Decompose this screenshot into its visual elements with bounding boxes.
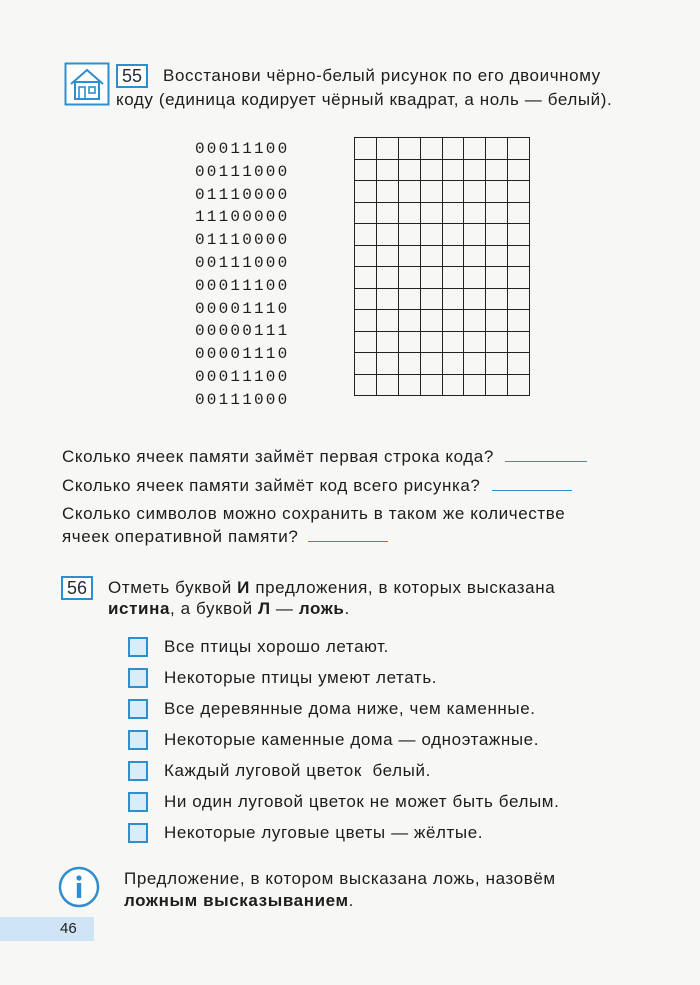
grid-cell[interactable] <box>464 310 486 332</box>
grid-cell[interactable] <box>376 224 398 246</box>
grid-cell[interactable] <box>420 374 442 396</box>
grid-cell[interactable] <box>398 224 420 246</box>
grid-cell[interactable] <box>486 224 508 246</box>
grid-cell[interactable] <box>442 374 464 396</box>
grid-cell[interactable] <box>398 353 420 375</box>
grid-cell[interactable] <box>442 245 464 267</box>
grid-cell[interactable] <box>376 202 398 224</box>
question-2 <box>62 474 572 496</box>
grid-cell[interactable] <box>398 288 420 310</box>
binary-code-row: 00011100 <box>195 140 290 158</box>
grid-cell[interactable] <box>442 267 464 289</box>
grid-cell[interactable] <box>464 202 486 224</box>
grid-cell[interactable] <box>486 288 508 310</box>
statement-text: Каждый луговой цветок белый. <box>164 760 431 780</box>
binary-code-row: 00001110 <box>195 345 290 364</box>
answer-checkbox[interactable] <box>128 792 148 812</box>
grid-cell[interactable] <box>376 374 398 396</box>
grid-cell[interactable] <box>355 138 377 160</box>
grid-cell[interactable] <box>508 181 530 203</box>
grid-cell[interactable] <box>508 353 530 375</box>
grid-cell[interactable] <box>376 267 398 289</box>
grid-cell[interactable] <box>508 159 530 181</box>
grid-cell[interactable] <box>464 288 486 310</box>
grid-cell[interactable] <box>508 202 530 224</box>
task-55-number: 55 <box>116 64 148 88</box>
grid-cell[interactable] <box>508 138 530 160</box>
grid-cell[interactable] <box>355 374 377 396</box>
answer-line-2[interactable] <box>492 474 572 491</box>
grid-cell[interactable] <box>355 181 377 203</box>
grid-cell[interactable] <box>398 331 420 353</box>
grid-cell[interactable] <box>420 331 442 353</box>
grid-cell[interactable] <box>355 267 377 289</box>
info-term: ложным высказыванием <box>124 891 349 910</box>
statement-text: Некоторые луговые цветы — жёлтые. <box>164 822 484 842</box>
grid-cell[interactable] <box>442 331 464 353</box>
statement-text: Все деревянные дома ниже, чем каменные. <box>164 698 536 718</box>
grid-cell[interactable] <box>442 224 464 246</box>
grid-cell[interactable] <box>420 224 442 246</box>
grid-cell[interactable] <box>398 159 420 181</box>
answer-checkbox[interactable] <box>128 637 148 657</box>
statement-row <box>128 786 559 817</box>
grid-cell[interactable] <box>508 288 530 310</box>
instr-lie: ложь <box>298 599 345 618</box>
grid-cell[interactable] <box>464 267 486 289</box>
binary-code-row: 00000111 <box>195 322 290 341</box>
statement-list <box>128 631 559 848</box>
question-1 <box>62 445 587 467</box>
question-2-text: Сколько ячеек памяти займёт код всего рисунка? <box>62 476 481 495</box>
statement-row <box>128 724 559 755</box>
grid-cell[interactable] <box>376 310 398 332</box>
grid-cell[interactable] <box>508 267 530 289</box>
task-56-instruction-line1 <box>108 578 555 598</box>
grid-cell[interactable] <box>486 181 508 203</box>
grid-cell[interactable] <box>442 159 464 181</box>
info-icon <box>58 866 100 908</box>
instr-truth: истина <box>108 599 171 618</box>
grid-cell[interactable] <box>376 353 398 375</box>
grid-cell[interactable] <box>355 159 377 181</box>
grid-cell[interactable] <box>398 374 420 396</box>
grid-cell[interactable] <box>376 331 398 353</box>
grid-cell[interactable] <box>355 202 377 224</box>
grid-cell[interactable] <box>486 353 508 375</box>
answer-checkbox[interactable] <box>128 699 148 719</box>
grid-cell[interactable] <box>420 310 442 332</box>
binary-code-row: 00011100 <box>195 367 290 386</box>
grid-cell[interactable] <box>508 245 530 267</box>
grid-cell[interactable] <box>508 310 530 332</box>
instr-part: — <box>270 599 299 618</box>
binary-code-row: 00111000 <box>195 162 290 181</box>
grid-cell[interactable] <box>355 288 377 310</box>
question-3-line2 <box>62 525 388 547</box>
grid-cell[interactable] <box>464 353 486 375</box>
grid-cell[interactable] <box>398 202 420 224</box>
grid-cell[interactable] <box>464 159 486 181</box>
binary-code <box>195 138 289 412</box>
grid-cell[interactable] <box>420 138 442 160</box>
drawing-grid[interactable] <box>354 137 530 396</box>
grid-cell[interactable] <box>508 374 530 396</box>
grid-cell[interactable] <box>486 245 508 267</box>
task-56-instruction-line2 <box>108 599 350 619</box>
grid-cell[interactable] <box>398 267 420 289</box>
grid-cell[interactable] <box>355 331 377 353</box>
grid-cell[interactable] <box>355 310 377 332</box>
grid-cell[interactable] <box>420 202 442 224</box>
page-number: 46 <box>60 920 77 937</box>
grid-cell[interactable] <box>420 159 442 181</box>
grid-cell[interactable] <box>420 353 442 375</box>
grid-cell[interactable] <box>398 181 420 203</box>
instr-letter-l: Л <box>258 599 271 618</box>
grid-cell[interactable] <box>442 288 464 310</box>
statement-row <box>128 755 559 786</box>
grid-cell[interactable] <box>376 159 398 181</box>
answer-line-1[interactable] <box>505 445 587 462</box>
grid-cell[interactable] <box>442 202 464 224</box>
question-1-text: Сколько ячеек памяти займёт первая строка кода? <box>62 447 494 466</box>
grid-cell[interactable] <box>355 353 377 375</box>
grid-cell[interactable] <box>376 245 398 267</box>
grid-cell[interactable] <box>420 181 442 203</box>
answer-checkbox[interactable] <box>128 823 148 843</box>
grid-cell[interactable] <box>420 288 442 310</box>
grid-cell[interactable] <box>486 202 508 224</box>
grid-cell[interactable] <box>398 310 420 332</box>
grid-cell[interactable] <box>442 353 464 375</box>
grid-cell[interactable] <box>486 267 508 289</box>
grid-cell[interactable] <box>442 138 464 160</box>
grid-cell[interactable] <box>486 374 508 396</box>
grid-cell[interactable] <box>464 331 486 353</box>
page-number-tab <box>0 917 94 941</box>
task-55-text-line1: Восстанови чёрно-белый рисунок по его двоичному <box>163 66 601 85</box>
instr-letter-i: И <box>237 578 250 597</box>
grid-cell[interactable] <box>442 310 464 332</box>
statement-row <box>128 631 559 662</box>
statement-text: Некоторые каменные дома — одноэтажные. <box>164 729 540 749</box>
instr-part: . <box>344 599 350 618</box>
grid-cell[interactable] <box>464 138 486 160</box>
home-icon <box>64 62 110 106</box>
grid-cell[interactable] <box>464 245 486 267</box>
binary-code-row: 01110000 <box>195 231 290 250</box>
statement-text: Некоторые птицы умеют летать. <box>164 667 438 687</box>
binary-code-row: 00111000 <box>195 253 290 272</box>
binary-code-row: 11100000 <box>195 208 290 227</box>
grid-cell[interactable] <box>376 288 398 310</box>
grid-cell[interactable] <box>508 224 530 246</box>
binary-code-row: 00011100 <box>195 276 290 295</box>
grid-cell[interactable] <box>355 224 377 246</box>
binary-code-row: 00001110 <box>195 299 290 318</box>
statement-text: Все птицы хорошо летают. <box>164 636 389 656</box>
task-55-text-line2: коду (единица кодирует чёрный квадрат, а ноль — белый). <box>116 90 613 109</box>
question-3-line1: Сколько символов можно сохранить в таком же количестве <box>62 504 566 523</box>
grid-cell[interactable] <box>398 138 420 160</box>
grid-cell[interactable] <box>486 159 508 181</box>
statement-text: Ни один луговой цветок не может быть белым. <box>164 791 560 811</box>
task-56-number: 56 <box>61 576 93 600</box>
grid-cell[interactable] <box>486 331 508 353</box>
statement-row <box>128 662 559 693</box>
answer-checkbox[interactable] <box>128 730 148 750</box>
statement-row <box>128 693 559 724</box>
grid-cell[interactable] <box>464 181 486 203</box>
instr-part: Отметь буквой <box>108 578 238 597</box>
grid-cell[interactable] <box>442 181 464 203</box>
instr-part: предложения, в которых высказана <box>250 578 556 597</box>
answer-checkbox[interactable] <box>128 761 148 781</box>
binary-code-row: 01110000 <box>195 185 290 204</box>
grid-cell[interactable] <box>420 267 442 289</box>
grid-cell[interactable] <box>508 331 530 353</box>
instr-part: , а буквой <box>170 599 259 618</box>
grid-cell[interactable] <box>486 310 508 332</box>
grid-cell[interactable] <box>398 245 420 267</box>
binary-code-row: 00111000 <box>195 390 290 409</box>
grid-cell[interactable] <box>464 224 486 246</box>
info-line2 <box>124 891 354 911</box>
grid-cell[interactable] <box>376 138 398 160</box>
statement-row <box>128 817 559 848</box>
grid-cell[interactable] <box>376 181 398 203</box>
question-3-text: ячеек оперативной памяти? <box>62 527 299 546</box>
grid-cell[interactable] <box>464 374 486 396</box>
grid-cell[interactable] <box>420 245 442 267</box>
info-term-end: . <box>348 891 354 910</box>
answer-line-3[interactable] <box>308 525 388 542</box>
answer-checkbox[interactable] <box>128 668 148 688</box>
info-line1: Предложение, в котором высказана ложь, назовём <box>124 869 556 888</box>
grid-cell[interactable] <box>486 138 508 160</box>
grid-cell[interactable] <box>355 245 377 267</box>
